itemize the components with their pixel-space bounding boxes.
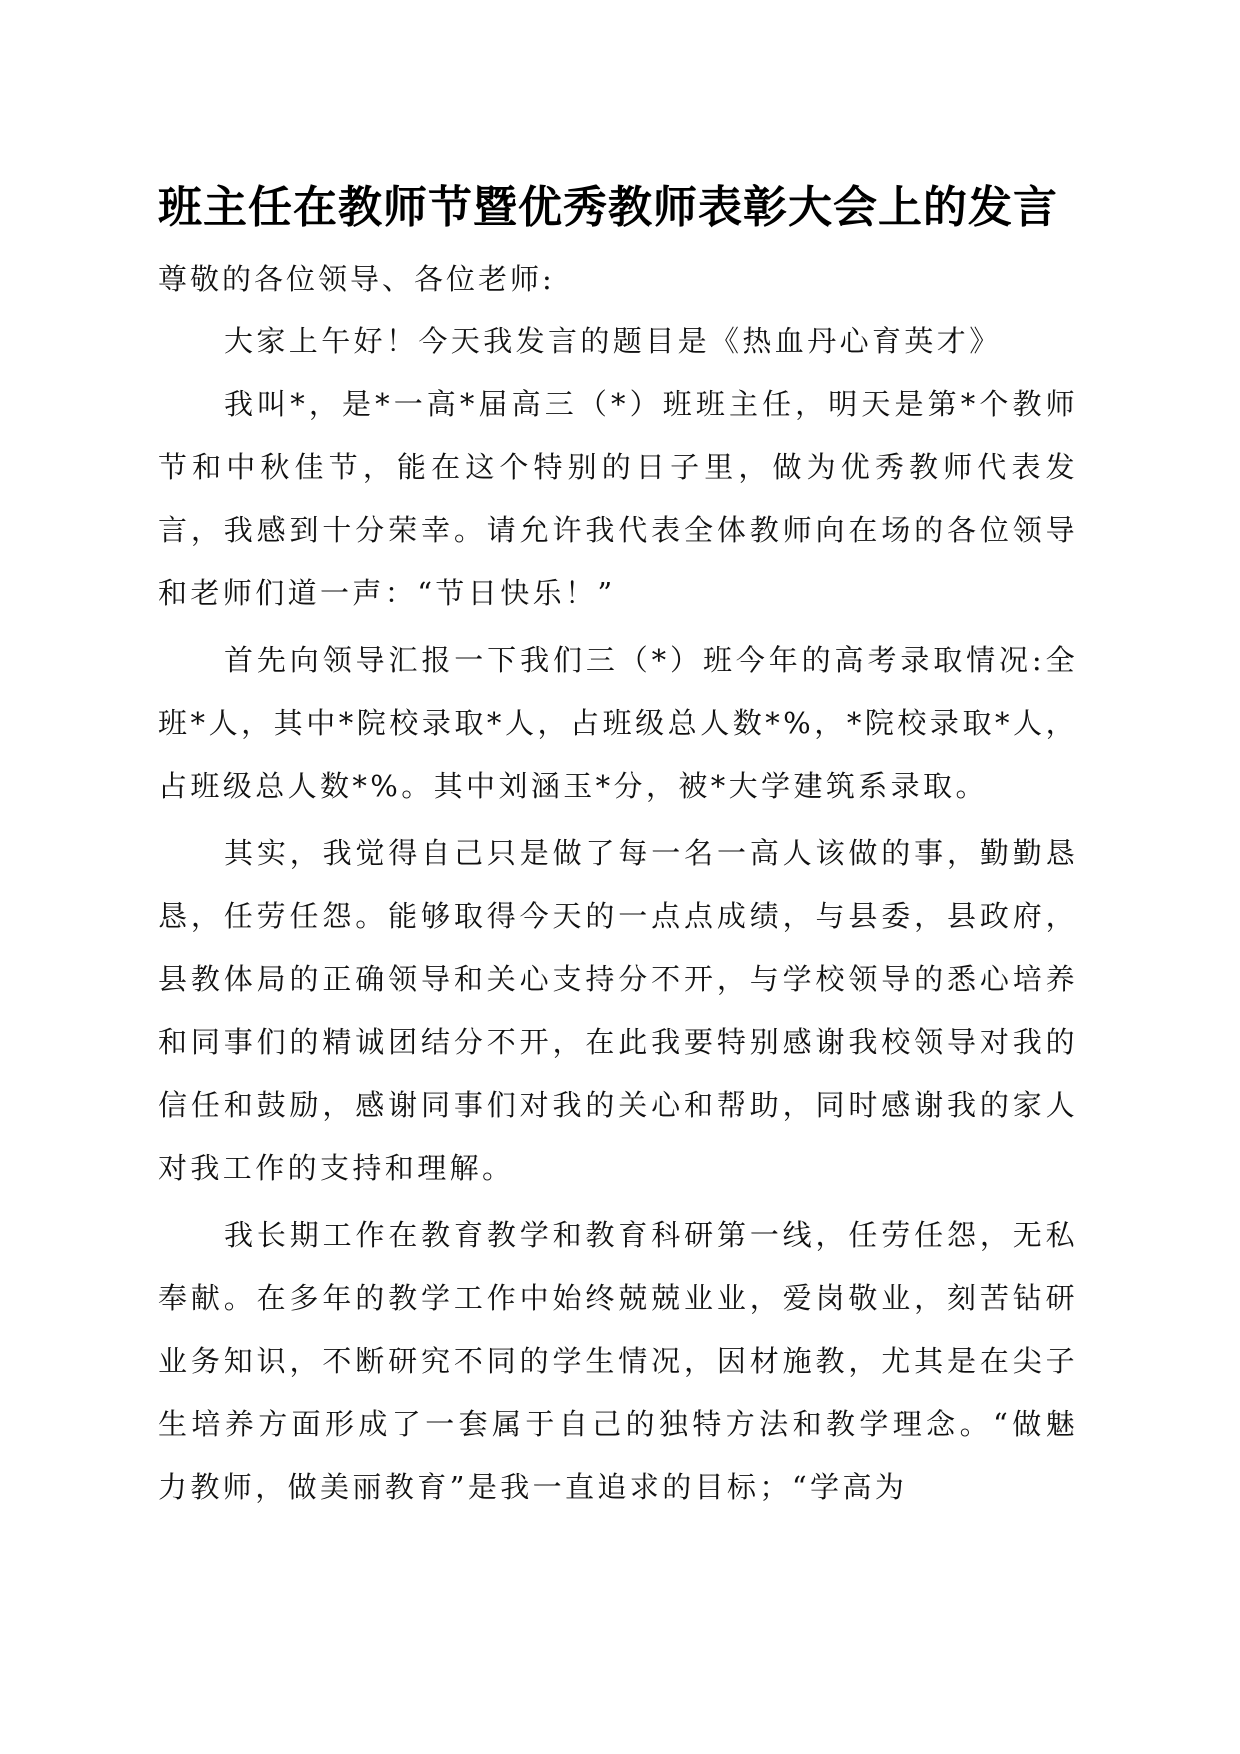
paragraph-admission-report: 首先向领导汇报一下我们三（*）班今年的高考录取情况:全班*人，其中*院校录取*人，占班级总人数*%，*院校录取*人，占班级总人数*%。其中刘涵玉*分，被*大学建筑系录取。	[158, 643, 1078, 803]
document-body	[158, 176, 1078, 1519]
paragraph-greeting: 大家上午好！今天我发言的题目是《热血丹心育英才》	[224, 324, 1002, 358]
paragraph-teaching-work: 我长期工作在教育教学和教育科研第一线，任劳任怨，无私奉献。在多年的教学工作中始终兢兢业业，爱岗敬业，刻苦钻研业务知识，不断研究不同的学生情况，因材施教，尤其是在尖子生培养方面形成了一套属于自己的独特方法和教学理念。“做魅力教师，做美丽教育”是我一直追求的目标；“学高为	[158, 1218, 1078, 1504]
paragraph-introduction: 我叫*，是*一高*届高三（*）班班主任，明天是第*个教师节和中秋佳节，能在这个特别的日子里，做为优秀教师代表发言，我感到十分荣幸。请允许我代表全体教师向在场的各位领导和老师们道一声：“节日快乐！”	[158, 387, 1078, 610]
salutation: 尊敬的各位领导、各位老师:	[158, 262, 555, 296]
document-title: 班主任在教师节暨优秀教师表彰大会上的发言	[158, 182, 1058, 233]
paragraph-thanks: 其实，我觉得自己只是做了每一名一高人该做的事，勤勤恳恳，任劳任怨。能够取得今天的一点点成绩，与县委，县政府，县教体局的正确领导和关心支持分不开，与学校领导的悉心培养和同事们的精诚团结分不开，在此我要特别感谢我校领导对我的信任和鼓励，感谢同事们对我的关心和帮助，同时感谢我的家人对我工作的支持和理解。	[158, 836, 1078, 1185]
